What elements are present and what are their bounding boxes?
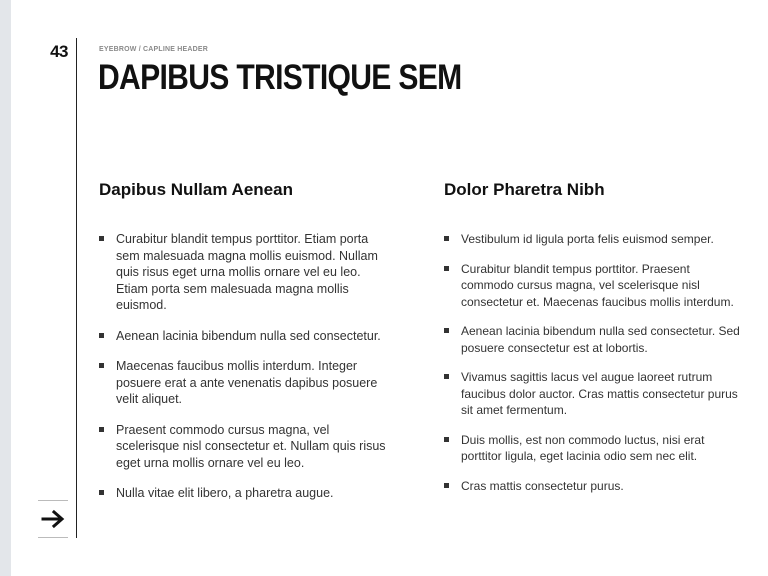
- eyebrow-header: EYEBROW / CAPLINE HEADER: [99, 46, 209, 53]
- list-item-text: Vestibulum id ligula porta felis euismod semper.: [461, 232, 714, 246]
- list-item-text: Vivamus sagittis lacus vel augue laoreet rutrum faucibus dolor auctor. Cras mattis consectetur purus sit amet fermentum.: [461, 370, 738, 417]
- left-bullet-list: [99, 231, 389, 516]
- list-item: [99, 358, 389, 408]
- list-item-text: Curabitur blandit tempus porttitor. Etiam porta sem malesuada magna mollis euismod. Nullam quis risus eget urna mollis ornare vel eu leo. Etiam porta sem malesuada magna mollis euismod.: [116, 232, 378, 312]
- list-item: [99, 231, 389, 314]
- bullet-icon: [444, 236, 449, 241]
- bullet-icon: [444, 266, 449, 271]
- list-item: [99, 485, 389, 502]
- page-title: DAPIBUS TRISTIQUE SEM: [98, 58, 462, 97]
- bullet-icon: [99, 333, 104, 338]
- list-item-text: Nulla vitae elit libero, a pharetra augue.: [116, 486, 334, 500]
- list-item-text: Aenean lacinia bibendum nulla sed consectetur. Sed posuere consectetur est at lobortis.: [461, 324, 740, 355]
- list-item: [444, 432, 744, 465]
- list-item: [444, 261, 744, 311]
- bullet-icon: [99, 236, 104, 241]
- nav-divider-top: [38, 500, 68, 501]
- list-item-text: Cras mattis consectetur purus.: [461, 478, 624, 493]
- bullet-icon: [444, 328, 449, 333]
- right-column: [444, 179, 744, 493]
- vertical-divider: [76, 38, 77, 538]
- list-item-text: Duis mollis, est non commodo luctus, nisi erat porttitor ligula, eget lacinia odio sem nec elit.: [461, 432, 705, 463]
- right-column-heading: Dolor Pharetra Nibh: [444, 180, 605, 199]
- list-item-text: Praesent commodo cursus magna, vel scelerisque nisl consectetur et. Nullam quis risus eget urna mollis ornare vel eu leo.: [116, 422, 386, 470]
- bullet-icon: [99, 490, 104, 495]
- left-column: [99, 179, 389, 500]
- list-item: [99, 328, 389, 345]
- bullet-icon: [99, 427, 104, 432]
- list-item: [444, 369, 744, 419]
- bullet-icon: [444, 483, 449, 488]
- nav-divider-bottom: [38, 537, 68, 538]
- next-slide-button[interactable]: [41, 509, 67, 529]
- bullet-icon: [99, 363, 104, 368]
- left-edge-strip: [0, 0, 11, 576]
- page-number: 43: [50, 42, 68, 61]
- list-item-text: Maecenas faucibus mollis interdum. Integer posuere erat a ante venenatis dapibus posuere velit aliquet.: [116, 359, 378, 406]
- list-item: [444, 478, 744, 495]
- bullet-icon: [444, 437, 449, 442]
- list-item-text: Aenean lacinia bibendum nulla sed consectetur.: [116, 328, 381, 343]
- left-column-heading: Dapibus Nullam Aenean: [99, 180, 293, 199]
- list-item: [99, 422, 389, 472]
- list-item: [444, 323, 744, 356]
- right-bullet-list: [444, 231, 744, 507]
- list-item: [444, 231, 744, 248]
- arrow-right-icon: [41, 509, 67, 529]
- bullet-icon: [444, 374, 449, 379]
- list-item-text: Curabitur blandit tempus porttitor. Praesent commodo cursus magna, vel scelerisque nisl consectetur et. Maecenas faucibus mollis interdum.: [461, 261, 734, 309]
